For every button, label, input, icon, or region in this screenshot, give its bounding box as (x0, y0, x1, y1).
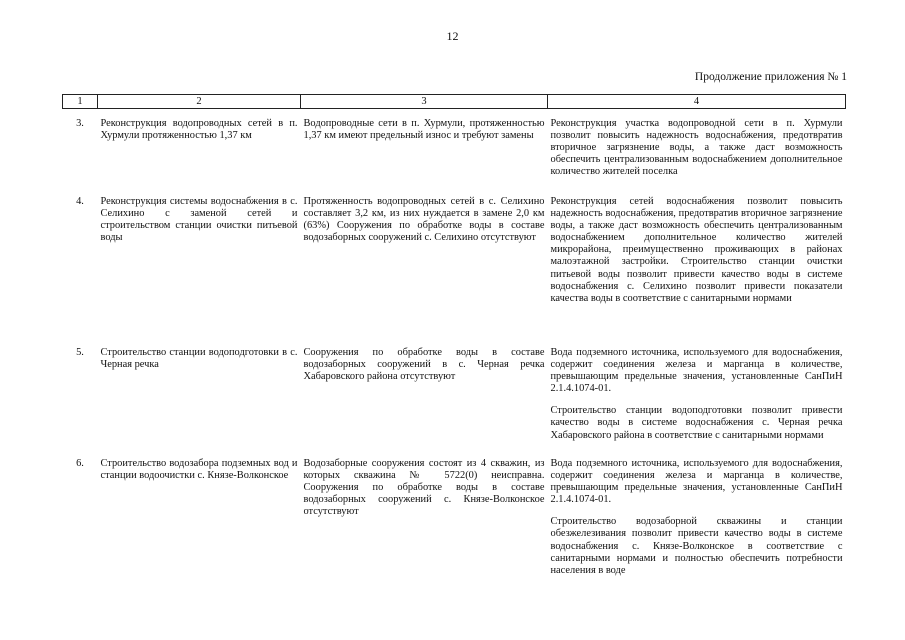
result-paragraph: Реконструкция участка водопроводной сети в п. Хурмули позволит повысить надежность водоснабжения, предотвратив вторичное загрязнение воды, а также даст возможность обеспечить централизованным водоснабжением дополнительное количество жителей поселка (550, 118, 843, 178)
header-cell-2: 2 (98, 95, 301, 109)
project-name-cell: Строительство водозабора подземных вод и станции водоочистки с. Князе-Волконское (100, 458, 298, 482)
header-cell-1: 1 (63, 95, 98, 109)
result-paragraph: Реконструкция сетей водоснабжения позволит повысить надежность водоснабжения, предотвратив вторичное загрязнение воды, а также даст возможность обеспечить централизованным водоснабжением дополнительное количество жителей микрорайона, преимущественно проживающих в районах малоэтажной застройки. Строительство станции очистки питьевой воды позволит привести качество воды в системе водоснабжения с. Селихино позволит привести показатели качества воды в соответствие с санитарными нормами (550, 196, 843, 304)
appendix-table (62, 94, 846, 577)
result-paragraph: Вода подземного источника, используемого для водоснабжения, содержит соединения железа и марганца в количестве, превышающим предельные значения, установленные СанПиН 2.1.4.1074-01. (550, 458, 843, 506)
project-name-cell: Реконструкция системы водоснабжения в с. Селихино с заменой сетей и строительством станции очистки питьевой воды (100, 196, 298, 244)
row-number: 5. (76, 347, 84, 358)
current-state-cell: Водозаборные сооружения состоят из 4 скважин, из которых скважина № 5722(0) неисправна. Сооружения по обработке воды в составе водозаборных сооружений с. Князе-Волконское отсутствуют (303, 458, 545, 518)
header-cell-3: 3 (301, 95, 548, 109)
project-name-cell: Строительство станции водоподготовки в с. Черная речка (100, 347, 298, 371)
continuation-caption: Продолжение приложения № 1 (694, 71, 847, 83)
current-state-cell: Протяженность водопроводных сетей в с. Селихино составляет 3,2 км, из них нуждается в замене 2,0 км (63%) Сооружения по обработке воды в составе водозаборных сооружений с. Селихино отсутствуют (303, 196, 545, 244)
table-row (63, 194, 846, 345)
table-header-row (63, 95, 846, 109)
table-row (63, 345, 846, 457)
result-paragraph: Вода подземного источника, используемого для водоснабжения, содержит соединения железа и марганца в количестве, превышающим предельные значения, установленные СанПиН 2.1.4.1074-01. (550, 347, 843, 395)
row-number: 4. (76, 196, 84, 207)
result-paragraph: Строительство водозаборной скважины и станции обезжелезивания позволит привести качество воды в системе водоснабжения с. Князе-Волконское в соответствие с санитарными нормами и полностью обеспечить потребности населения в воде (550, 516, 843, 576)
current-state-cell: Сооружения по обработке воды в составе водозаборных сооружений в с. Черная речка Хабаровского района отсутствуют (303, 347, 545, 383)
table-row (63, 457, 846, 577)
expected-result-cell (548, 345, 846, 457)
current-state-cell: Водопроводные сети в п. Хурмули, протяженностью 1,37 км имеют предельный износ и требуют замены (303, 118, 545, 142)
table-row (63, 109, 846, 195)
header-cell-4: 4 (548, 95, 846, 109)
expected-result-cell (548, 194, 846, 345)
row-number: 3. (76, 118, 84, 129)
expected-result-cell (548, 457, 846, 577)
result-paragraph: Строительство станции водоподготовки позволит привести качество воды в системе водоснабжения с. Черная речка Хабаровского района в соответствие с санитарными нормами (550, 405, 843, 441)
page-number: 12 (446, 29, 459, 43)
project-name-cell: Реконструкция водопроводных сетей в п. Хурмули протяженностью 1,37 км (100, 118, 298, 142)
row-number: 6. (76, 458, 84, 469)
expected-result-cell (548, 109, 846, 195)
